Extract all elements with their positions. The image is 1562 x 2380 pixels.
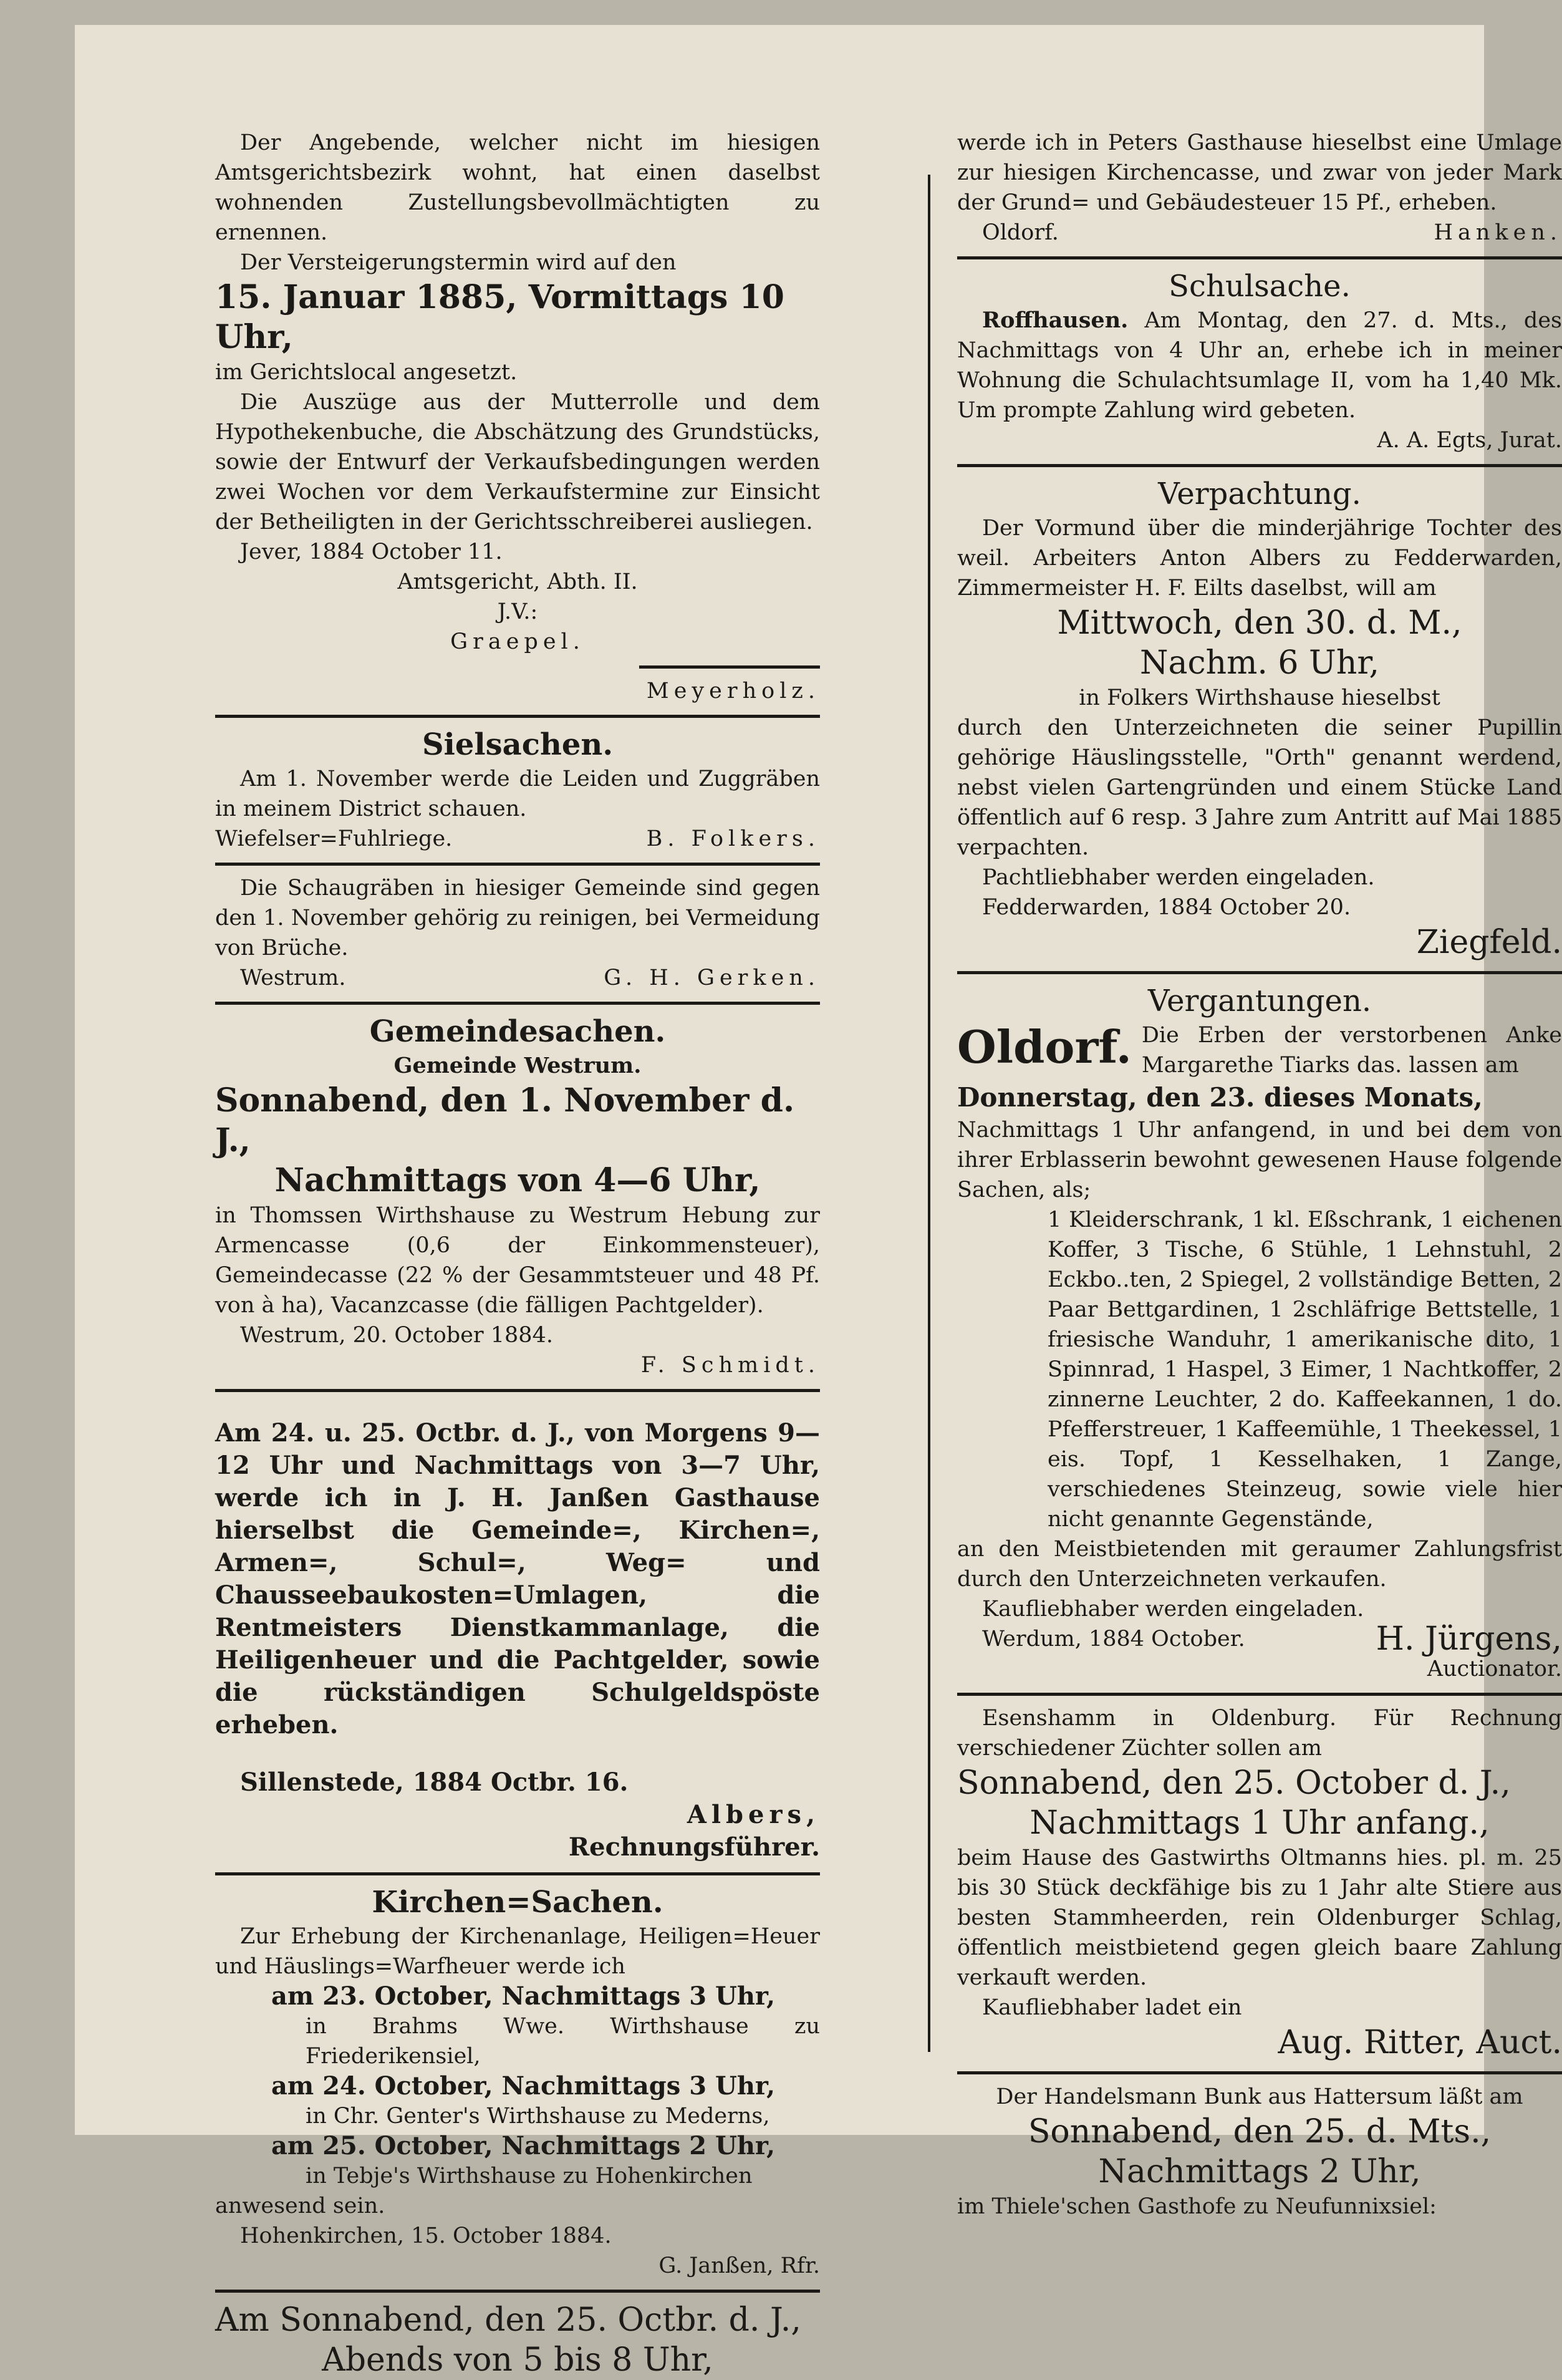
event-date: am 23. October, Nachmittags 3 Uhr, (271, 1981, 776, 2011)
schul-section (957, 267, 1562, 455)
notice-iv: J.V.: (497, 599, 538, 624)
town-name: Oldorf. (957, 1020, 1132, 1073)
bunk-notice (957, 2082, 1562, 2222)
notice-place: Werdum, 1884 October. (982, 1627, 1245, 1652)
notice-body: Am Montag, den 27. d. Mts., des Nachmittags von 4 Uhr an, erhebe ich in meiner Wohnung die Schulachtsumlage II, vom ha 1,40 Mk. Um prompte Zahlung wird gebeten. (957, 308, 1562, 423)
signature: G. Janßen, Rfr. (658, 2253, 820, 2278)
rule (215, 1872, 820, 1875)
event-location: in Folkers Wirthshause hieselbst (1079, 685, 1440, 710)
notice-text: Pachtliebhaber werden eingeladen. (982, 865, 1375, 890)
albers-notice (215, 1417, 820, 1864)
notice-place: Westrum, 20. October 1884. (240, 1323, 553, 1348)
signature: F. Schmidt. (640, 1353, 820, 1378)
notice-text (957, 306, 1562, 425)
section-heading: Verpachtung. (1158, 476, 1361, 511)
signature: Aug. Ritter, Auct. (1278, 2024, 1562, 2061)
location: Westrum. (240, 965, 346, 990)
column-divider (928, 175, 930, 2052)
event-date: Am Sonnabend, den 25. Octbr. d. J., (215, 2301, 801, 2339)
notice-text: Der Vormund über die minderjährige Tochter des weil. Arbeiters Anton Albers zu Fedderwarden, Zimmermeister H. F. Eilts daselbst, will am (957, 516, 1562, 601)
rule (639, 665, 820, 669)
rule (215, 2290, 820, 2293)
notice-text: Die Auszüge aus der Mutterrolle und dem Hypothekenbuche, die Abschätzung des Grundstücks, sowie der Entwurf der Verkaufsbedingungen werden zwei Wochen vor dem Verkaufstermine zur Einsicht der Betheiligten in der Gerichtsschreiberei ausliegen. (215, 390, 820, 535)
closing-notice (215, 2300, 820, 2380)
section-heading: Sielsachen. (422, 727, 614, 762)
signature-line (957, 1620, 1562, 1658)
event-location: in Brahms Wwe. Wirthshause zu Friederikensiel, (306, 2014, 820, 2069)
event-date: Mittwoch, den 30. d. M., (1057, 604, 1462, 642)
notice-text: im Thiele'schen Gasthofe zu Neufunnixsiel: (957, 2194, 1437, 2219)
rule (215, 1002, 820, 1005)
kirchen-section (215, 1883, 820, 2281)
event-date: Sonnabend, den 1. November d. J., (215, 1081, 795, 1159)
right-column (957, 128, 1562, 2222)
event-date: am 24. October, Nachmittags 3 Uhr, (271, 2071, 776, 2101)
rule (957, 2071, 1562, 2074)
signature: Hanken. (1434, 220, 1562, 245)
rule (957, 1693, 1562, 1696)
section-heading: Gemeindesachen. (369, 1014, 666, 1049)
notice-text: Die Erben der verstorbenen Anke Margarethe Tiarks das. lassen am (1141, 1023, 1562, 1078)
event-date: Donnerstag, den 23. dieses Monats, (957, 1082, 1483, 1113)
notice-text: anwesend sein. (215, 2194, 385, 2218)
signature-title: Rechnungsführer. (568, 1832, 820, 1862)
oldorf-notice (957, 128, 1562, 248)
notice-text: Der Angebende, welcher nicht im hiesigen Amtsgerichtsbezirk wohnt, hat einen daselbst wohnenden Zustellungsbevollmächtigten zu ernennen. (215, 130, 820, 245)
location: Wiefelser=Fuhlriege. (215, 826, 453, 851)
notice-text: Nachmittags 1 Uhr anfangend, in und bei dem von ihrer Erblasserin bewohnt gewesenen Hause folgende Sachen, als; (957, 1118, 1562, 1202)
notice-signature: Graepel. (450, 629, 585, 654)
event-time: Nachm. 6 Uhr, (1139, 644, 1380, 682)
event-date: Sonnabend, den 25. October d. J., (957, 1764, 1511, 1802)
newspaper-page (75, 25, 1562, 2379)
notice-text: Der Handelsmann Bunk aus Hattersum läßt am (996, 2084, 1523, 2109)
rule (215, 1389, 820, 1392)
rule (215, 715, 820, 718)
notice-text: Zur Erhebung der Kirchenanlage, Heiligen=Heuer und Häuslings=Warfheuer werde ich (215, 1924, 820, 1979)
signature: Albers, (687, 1800, 820, 1829)
event-date: am 25. October, Nachmittags 2 Uhr, (271, 2131, 776, 2160)
notice-place: Fedderwarden, 1884 October 20. (982, 895, 1351, 920)
event-time: Nachmittags von 4—6 Uhr, (274, 1161, 761, 1199)
notice-text: Am 24. u. 25. Octbr. d. J., von Morgens 9—12 Uhr und Nachmittags von 3—7 Uhr, werde ich in J. H. Janßen Gasthause hierselbst die Gemeinde=, Kirchen=, Armen=, Schul=, Weg= und Chausseebaukosten=Umlagen, die Rentmeisters Dienstkammanlage, die Heiligenheuer und die Pachtgelder, sowie die rückständigen Schulgeldspöste erheben. (215, 1418, 820, 1739)
section-heading: Kirchen=Sachen. (372, 1885, 663, 1920)
signature: Ziegfeld. (1416, 924, 1562, 961)
rule (957, 971, 1562, 974)
event-time: Nachmittags 2 Uhr, (1098, 2153, 1421, 2190)
notice-text: Die Schaugräben in hiesiger Gemeinde sind gegen den 1. November gehörig zu reinigen, bei Vermeidung von Brüche. (215, 876, 820, 960)
location: Roffhausen. (982, 307, 1129, 333)
event-time: Abends von 5 bis 8 Uhr, (322, 2341, 713, 2379)
gemeinde-section (215, 1012, 820, 1380)
vergant-section (957, 982, 1562, 1684)
notice-text: Der Versteigerungstermin wird auf den (240, 250, 677, 275)
notice-text: Kaufliebhaber werden eingeladen. (982, 1597, 1364, 1622)
notice-signature: Meyerholz. (646, 679, 820, 704)
siel-section (215, 725, 820, 993)
signature-line (215, 824, 820, 854)
location: Oldorf. (982, 220, 1059, 245)
section-heading: Vergantungen. (1147, 984, 1372, 1018)
signature-line (215, 963, 820, 993)
signature-line (957, 218, 1562, 248)
notice-text: Kaufliebhaber ladet ein (982, 1995, 1242, 2020)
rule (957, 256, 1562, 259)
notice-place: Sillenstede, 1884 Octbr. 16. (240, 1768, 629, 1797)
notice-place: Hohenkirchen, 15. October 1884. (240, 2223, 612, 2248)
section-subheading: Gemeinde Westrum. (393, 1053, 642, 1078)
section-heading: Schulsache. (1169, 269, 1351, 304)
event-location: in Tebje's Wirthshause zu Hohenkirchen (306, 2164, 753, 2189)
event-date: Sonnabend, den 25. d. Mts., (1028, 2113, 1492, 2150)
verpacht-section (957, 475, 1562, 962)
signature: H. Jürgens, (1376, 1620, 1562, 1658)
notice-court: Amtsgericht, Abth. II. (397, 569, 638, 594)
notice-text: im Gerichtslocal angesetzt. (215, 360, 518, 385)
signature: B. Folkers. (646, 826, 820, 851)
notice-text: beim Hause des Gastwirths Oltmanns hies. pl. m. 25 bis 30 Stück deckfähige bis zu 1 Jahr alte Stiere aus besten Stammheerden, rein Oldenburger Schlag, öffentlich meistbietend gegen gleich baare Zahlung verkauft werden. (957, 1845, 1562, 1990)
signature-title: Auctionator. (1427, 1657, 1562, 1681)
signature: A. A. Egts, Jurat. (1377, 428, 1562, 453)
notice-text: an den Meistbietenden mit geraumer Zahlungsfrist durch den Unterzeichneten verkaufen. (957, 1537, 1562, 1592)
notice-text: werde ich in Peters Gasthause hieselbst eine Umlage zur hiesigen Kirchencasse, und zwar von jeder Mark der Grund= und Gebäudesteuer 15 Pf., erheben. (957, 130, 1562, 215)
notice-date: 15. Januar 1885, Vormittags 10 Uhr, (215, 278, 784, 356)
rule (957, 464, 1562, 467)
notice-text: durch den Unterzeichneten die seiner Pupillin gehörige Häuslingsstelle, "Orth" genannt werdend, nebst vielen Gartengründen und einem Stücke Land öffentlich auf 6 resp. 3 Jahre zum Antritt auf Mai 1885 verpachten. (957, 715, 1562, 860)
item-list: 1 Kleiderschrank, 1 kl. Eßschrank, 1 eichenen Koffer, 3 Tische, 6 Stühle, 1 Lehnstuhl, 2 Eckbo..ten, 2 Spiegel, 2 vollständige Betten, 2 Paar Bettgardinen, 1 2schläfrige Bettstelle, 1 friesische Wanduhr, 1 amerikanische dito, 1 Spinnrad, 1 Haspel, 3 Eimer, 1 Nachtkoffer, 2 zinnerne Leuchter, 2 do. Kaffeekannen, 1 do. Pfefferstreuer, 1 Kaffeemühle, 1 Theekessel, 1 eis. Topf, 1 Kesselhaken, 1 Zange, verschiedenes Steinzeug, sowie viele hier nicht genannte Gegenstände, (1048, 1207, 1562, 1532)
rule (215, 863, 820, 866)
notice-text: Am 1. November werde die Leiden und Zuggräben in meinem District schauen. (215, 767, 820, 821)
event-time: Nachmittags 1 Uhr anfang., (1029, 1804, 1490, 1842)
notice-place: Jever, 1884 October 11. (240, 539, 503, 564)
esens-notice (957, 1703, 1562, 2063)
notice-text: in Thomssen Wirthshause zu Westrum Hebung zur Armencasse (0,6 der Einkommensteuer), Gemeindecasse (22 % der Gesammtsteuer und 48 Pf. von à ha), Vacanzcasse (die fälligen Pachtgelder). (215, 1203, 820, 1318)
notice-text: Esenshamm in Oldenburg. Für Rechnung verschiedener Züchter sollen am (957, 1706, 1562, 1761)
left-column (215, 128, 820, 2380)
signature: G. H. Gerken. (604, 965, 820, 990)
event-location: in Chr. Genter's Wirthshause zu Mederns, (306, 2104, 770, 2129)
auction-notice (215, 128, 820, 706)
